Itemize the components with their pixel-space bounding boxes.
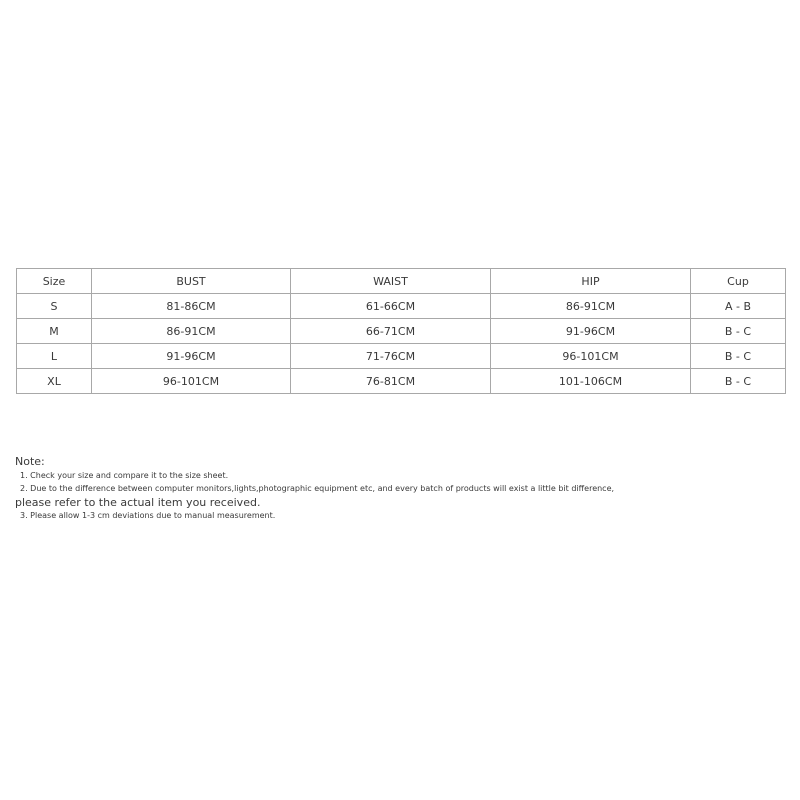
- table-row: [17, 319, 786, 344]
- note-item-2-continued: please refer to the actual item you received.: [15, 495, 261, 509]
- header-bust: BUST: [92, 269, 291, 294]
- header-cup: Cup: [691, 269, 786, 294]
- cell-size: S: [17, 294, 92, 319]
- cell-bust: 91-96CM: [92, 344, 291, 369]
- cell-cup: B - C: [691, 369, 786, 394]
- header-size: Size: [17, 269, 92, 294]
- cell-cup: B - C: [691, 319, 786, 344]
- size-chart-table: [16, 268, 786, 394]
- cell-waist: 71-76CM: [291, 344, 491, 369]
- cell-cup: B - C: [691, 344, 786, 369]
- size-note: [15, 455, 795, 523]
- table-row: [17, 294, 786, 319]
- note-item-2: 2. Due to the difference between computer monitors,lights,photographic equipment etc, and every batch of products will exist a little bit difference,: [20, 484, 615, 494]
- cell-waist: 76-81CM: [291, 369, 491, 394]
- header-hip: HIP: [491, 269, 691, 294]
- cell-size: L: [17, 344, 92, 369]
- table-row: [17, 369, 786, 394]
- cell-cup: A - B: [691, 294, 786, 319]
- cell-size: XL: [17, 369, 92, 394]
- cell-bust: 86-91CM: [92, 319, 291, 344]
- cell-hip: 86-91CM: [491, 294, 691, 319]
- cell-waist: 61-66CM: [291, 294, 491, 319]
- cell-size: M: [17, 319, 92, 344]
- cell-hip: 91-96CM: [491, 319, 691, 344]
- note-title: Note:: [15, 455, 45, 468]
- cell-hip: 96-101CM: [491, 344, 691, 369]
- note-item-1: 1. Check your size and compare it to the size sheet.: [20, 470, 229, 480]
- note-item-3: 3. Please allow 1-3 cm deviations due to manual measurement.: [20, 511, 276, 521]
- cell-hip: 101-106CM: [491, 369, 691, 394]
- header-waist: WAIST: [291, 269, 491, 294]
- cell-bust: 96-101CM: [92, 369, 291, 394]
- table-header-row: [17, 269, 786, 294]
- cell-waist: 66-71CM: [291, 319, 491, 344]
- cell-bust: 81-86CM: [92, 294, 291, 319]
- table-row: [17, 344, 786, 369]
